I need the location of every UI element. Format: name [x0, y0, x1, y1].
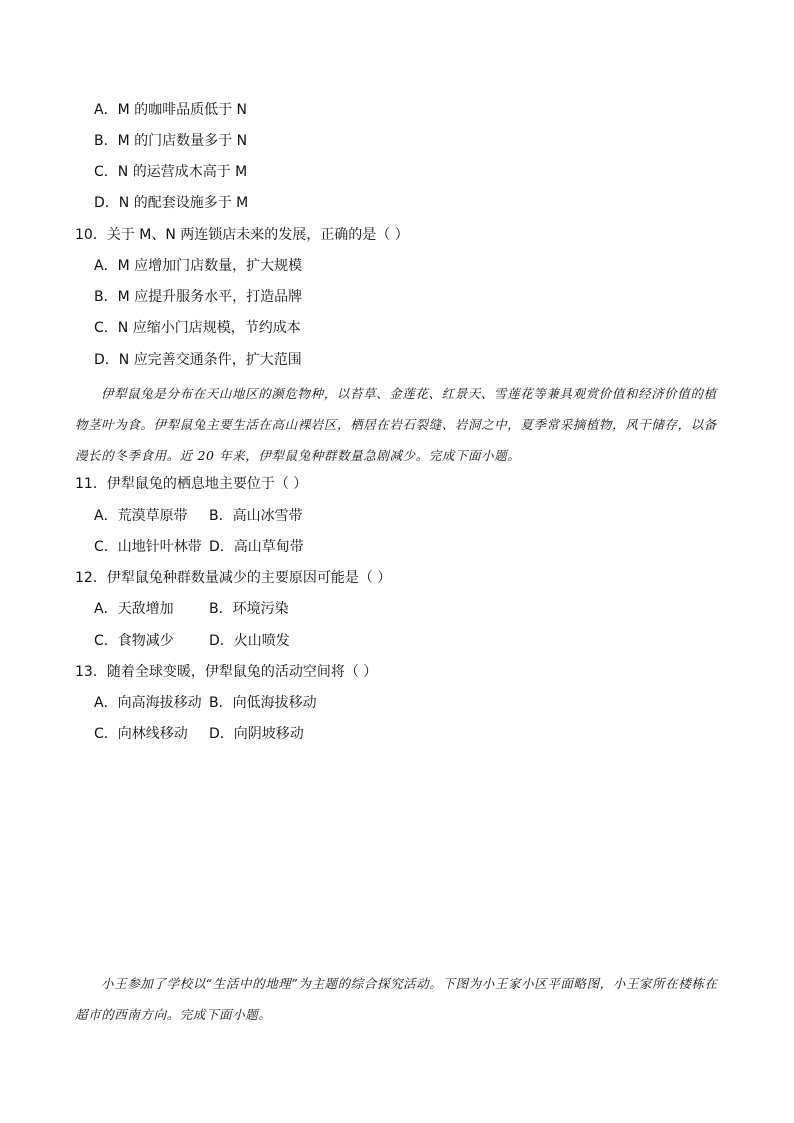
q13-options-row2 [94, 725, 304, 743]
passage-xiaowang [75, 968, 721, 1030]
q11-stem: 11．伊犁鼠兔的栖息地主要位于（ ） [75, 476, 308, 492]
q11-option-d: D．高山草甸带 [209, 539, 304, 555]
q9-option-a: A．M 的咖啡品质低于 N [94, 102, 248, 118]
q12-option-d: D．火山喷发 [209, 633, 290, 649]
q10-stem: 10．关于 M、N 两连锁店未来的发展，正确的是（ ） [75, 227, 409, 243]
q13-options-row1 [94, 694, 317, 712]
q13-option-b: B．向低海拔移动 [209, 695, 317, 711]
passage-pika-text: 伊犁鼠兔是分布在天山地区的濒危物种，以苔草、金莲花、红景天、雪莲花等兼具观赏价值和经济价值的植物茎叶为食。伊犁鼠兔主要生活在高山裸岩区，栖居在岩石裂缝、岩洞之中，夏季常采摘植物，风干储存，以备漫长的冬季食用。近 20 年来，伊犁鼠兔种群数量急剧减少。完成下面小题。 [75, 386, 717, 463]
q12-option-b: B．环境污染 [209, 601, 289, 617]
q10-option-d: D．N 应完善交通条件，扩大范围 [94, 352, 302, 368]
q13-option-d: D．向阴坡移动 [209, 726, 304, 742]
q10-option-c: C．N 应缩小门店规模，节约成本 [94, 320, 301, 336]
q12-option-a: A．天敌增加 [94, 601, 174, 617]
q13-option-c: C．向林线移动 [94, 726, 188, 742]
q11-option-a: A．荒漠草原带 [94, 508, 188, 524]
passage-xiaowang-text: 小王参加了学校以“生活中的地理”为主题的综合探究活动。下图为小王家小区平面略图，小王家所在楼栋在超市的西南方向。完成下面小题。 [75, 976, 718, 1022]
q13-option-a: A．向高海拔移动 [94, 695, 202, 711]
q13-stem: 13．随着全球变暖，伊犁鼠兔的活动空间将（ ） [75, 664, 378, 680]
q11-options-row2 [94, 538, 304, 556]
q9-option-c: C．N 的运营成木高于 M [94, 164, 248, 180]
q10-option-b: B．M 应提升服务水平，打造品牌 [94, 289, 303, 305]
q10-option-a: A．M 应增加门店数量，扩大规模 [94, 258, 303, 274]
q11-options-row1 [94, 507, 303, 525]
q12-options-row1 [94, 600, 289, 618]
passage-pika [75, 378, 721, 471]
q11-option-b: B．高山冰雪带 [209, 508, 303, 524]
q11-option-c: C．山地针叶林带 [94, 539, 202, 555]
q9-option-d: D．N 的配套设施多于 M [94, 195, 249, 211]
q9-option-b: B．M 的门店数量多于 N [94, 133, 248, 149]
q12-stem: 12．伊犁鼠兔种群数量减少的主要原因可能是（ ） [75, 570, 392, 586]
q12-option-c: C．食物减少 [94, 633, 174, 649]
q12-options-row2 [94, 632, 290, 650]
